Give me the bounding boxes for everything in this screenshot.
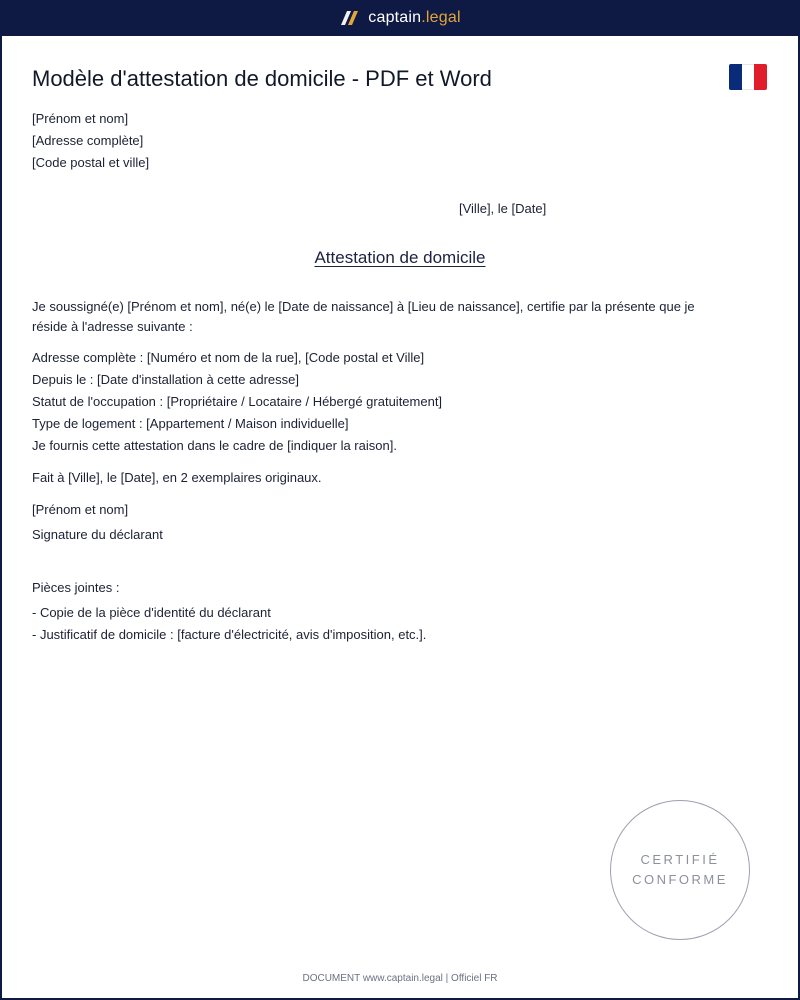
brand[interactable]: [339, 9, 460, 27]
document-title-text: Attestation de domicile: [314, 248, 486, 267]
signature-name: [Prénom et nom]: [32, 502, 129, 517]
certified-stamp: [610, 800, 750, 940]
sender-city: [Code postal et ville]: [32, 155, 150, 170]
detail-status: Statut de l'occupation : [Propriétaire / Locataire / Hébergé gratuitement]: [32, 394, 443, 409]
footer: DOCUMENT www.captain.legal | Officiel FR: [302, 973, 498, 984]
detail-housing-type: Type de logement : [Appartement / Maison individuelle]: [32, 416, 349, 431]
detail-since: Depuis le : [Date d'installation à cette adresse]: [32, 372, 299, 387]
place-date: [Ville], le [Date]: [459, 201, 547, 216]
top-bar: [0, 0, 800, 36]
captain-legal-logo-icon: [339, 10, 359, 26]
attachment-item: - Copie de la pièce d'identité du déclarant: [32, 605, 271, 620]
sender-name: [Prénom et nom]: [32, 111, 129, 126]
brand-tld: .legal: [421, 9, 461, 26]
detail-address: Adresse complète : [Numéro et nom de la rue], [Code postal et Ville]: [32, 350, 425, 365]
page-title: Modèle d'attestation de domicile - PDF et Word: [32, 66, 492, 91]
brand-name: captain: [368, 9, 422, 26]
france-flag-icon: [729, 64, 767, 90]
signature-label: Signature du déclarant: [32, 527, 163, 542]
detail-reason: Je fournis cette attestation dans le cadre de [indiquer la raison].: [32, 438, 397, 453]
sender-address: [Adresse complète]: [32, 133, 144, 148]
stamp-line-2: CONFORME: [632, 872, 728, 887]
fait-a-line: Fait à [Ville], le [Date], en 2 exemplaires originaux.: [32, 470, 322, 485]
attachment-item: - Justificatif de domicile : [facture d'électricité, avis d'imposition, etc.].: [32, 627, 427, 642]
intro-paragraph: Je soussigné(e) [Prénom et nom], né(e) le [Date de naissance] à [Lieu de naissance], certifie par la présente que je réside à l'adresse suivante :: [32, 299, 695, 334]
document-title: [0, 248, 800, 268]
stamp-line-1: CERTIFIÉ: [640, 852, 720, 867]
attachments-title: Pièces jointes :: [32, 580, 120, 595]
